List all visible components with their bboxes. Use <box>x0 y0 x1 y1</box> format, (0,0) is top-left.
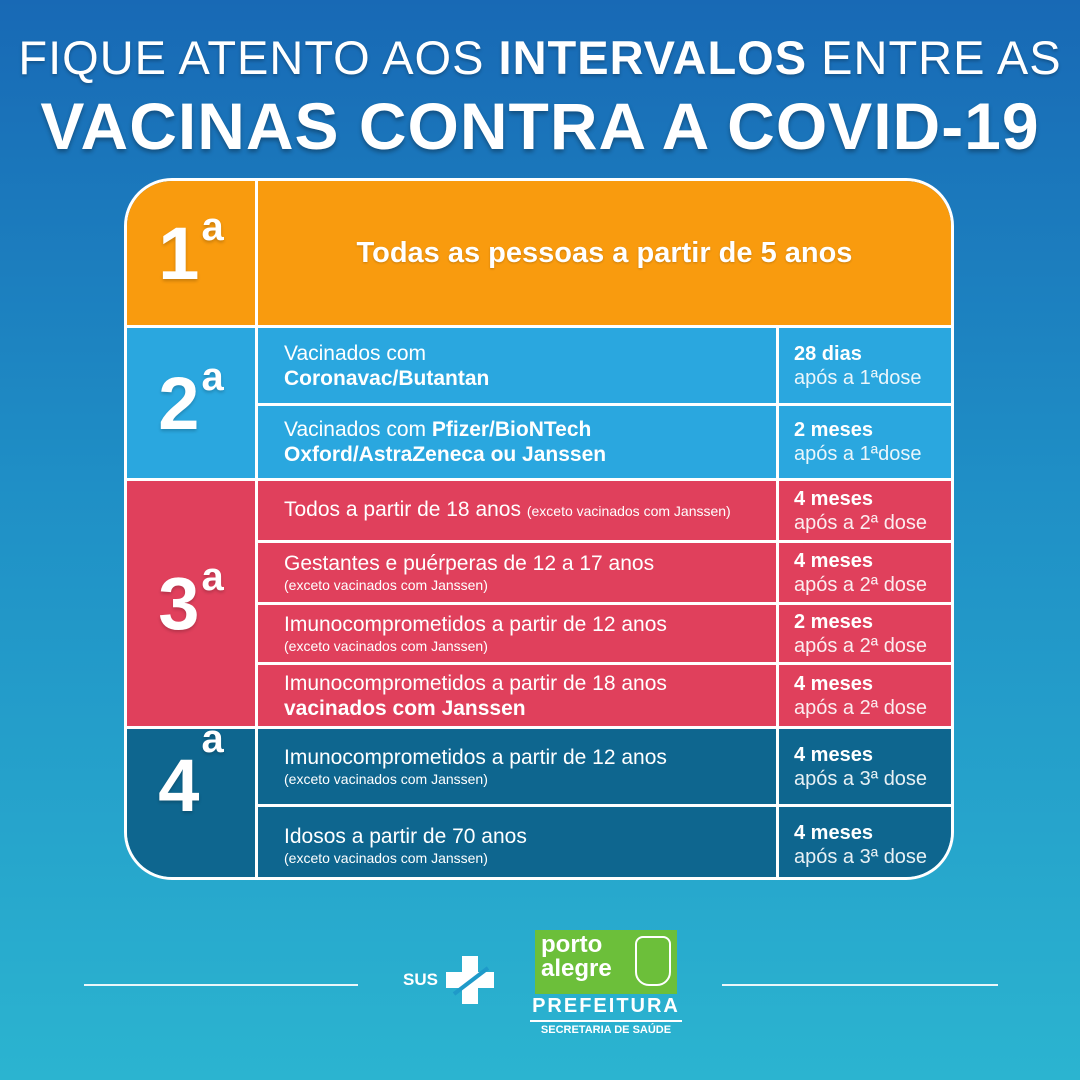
row-interval: 4 meses após a 2ª dose <box>794 549 928 596</box>
secretaria-label: SECRETARIA DE SAÚDE <box>530 1020 682 1036</box>
vaccine-interval-table <box>124 178 954 880</box>
row-description: Todos a partir de 18 anos (exceto vacinados com Janssen) <box>258 481 779 540</box>
row-description: Vacinados com Coronavac/Butantan <box>258 328 779 403</box>
title-line-2: VACINAS CONTRA A COVID-19 <box>40 89 1040 163</box>
footer-divider-left <box>84 984 358 986</box>
dose-2-band <box>127 325 951 478</box>
dose-1-text: Todas as pessoas a partir de 5 anos <box>356 236 853 269</box>
row-description: Imunocomprometidos a partir de 12 anos (exceto vacinados com Janssen) <box>258 729 779 804</box>
table-row <box>258 602 951 662</box>
row-description: Imunocomprometidos a partir de 18 anos vacinados com Janssen <box>258 665 779 726</box>
title-line-1: FIQUE ATENTO AOS INTERVALOS ENTRE AS <box>18 31 1062 84</box>
row-interval: 2 meses após a 2ª dose <box>794 610 928 657</box>
dose-1-label: 1 a <box>127 181 258 325</box>
table-row <box>258 481 951 540</box>
footer-divider-right <box>722 984 998 986</box>
dose-3-band <box>127 478 951 726</box>
row-interval: 4 meses após a 2ª dose <box>794 672 928 719</box>
row-interval: 4 meses após a 3ª dose <box>794 822 928 868</box>
table-row <box>258 729 951 804</box>
table-row <box>258 540 951 602</box>
plus-cross-icon <box>444 954 496 1006</box>
row-interval: 28 dias após a 1ªdose <box>794 342 922 389</box>
row-interval: 4 meses após a 2ª dose <box>794 487 928 534</box>
row-interval: 4 meses após a 3ª dose <box>794 743 928 790</box>
row-description: Idosos a partir de 70 anos (exceto vacinados com Janssen) <box>258 807 779 880</box>
dose-1-band <box>127 181 951 325</box>
dose-4-label: 4 a <box>127 729 258 880</box>
table-row <box>258 328 951 403</box>
dose-2-label: 2 a <box>127 328 258 478</box>
row-description: Imunocomprometidos a partir de 12 anos (exceto vacinados com Janssen) <box>258 605 779 662</box>
dose-3-label: 3 a <box>127 481 258 726</box>
dose-4-band <box>127 717 951 880</box>
row-description: Gestantes e puérperas de 12 a 17 anos (exceto vacinados com Janssen) <box>258 543 779 602</box>
row-description: Vacinados com Pfizer/BioNTech Oxford/AstraZeneca ou Janssen <box>258 406 779 478</box>
table-row <box>258 662 951 726</box>
sus-logo: SUS <box>403 952 503 1008</box>
row-interval: 2 meses após a 1ªdose <box>794 419 922 465</box>
prefeitura-label: PREFEITURA <box>532 995 680 1017</box>
table-row <box>258 403 951 478</box>
city-crest-icon <box>635 936 671 986</box>
table-row <box>258 804 951 880</box>
porto-alegre-logo: porto alegre <box>535 930 677 994</box>
